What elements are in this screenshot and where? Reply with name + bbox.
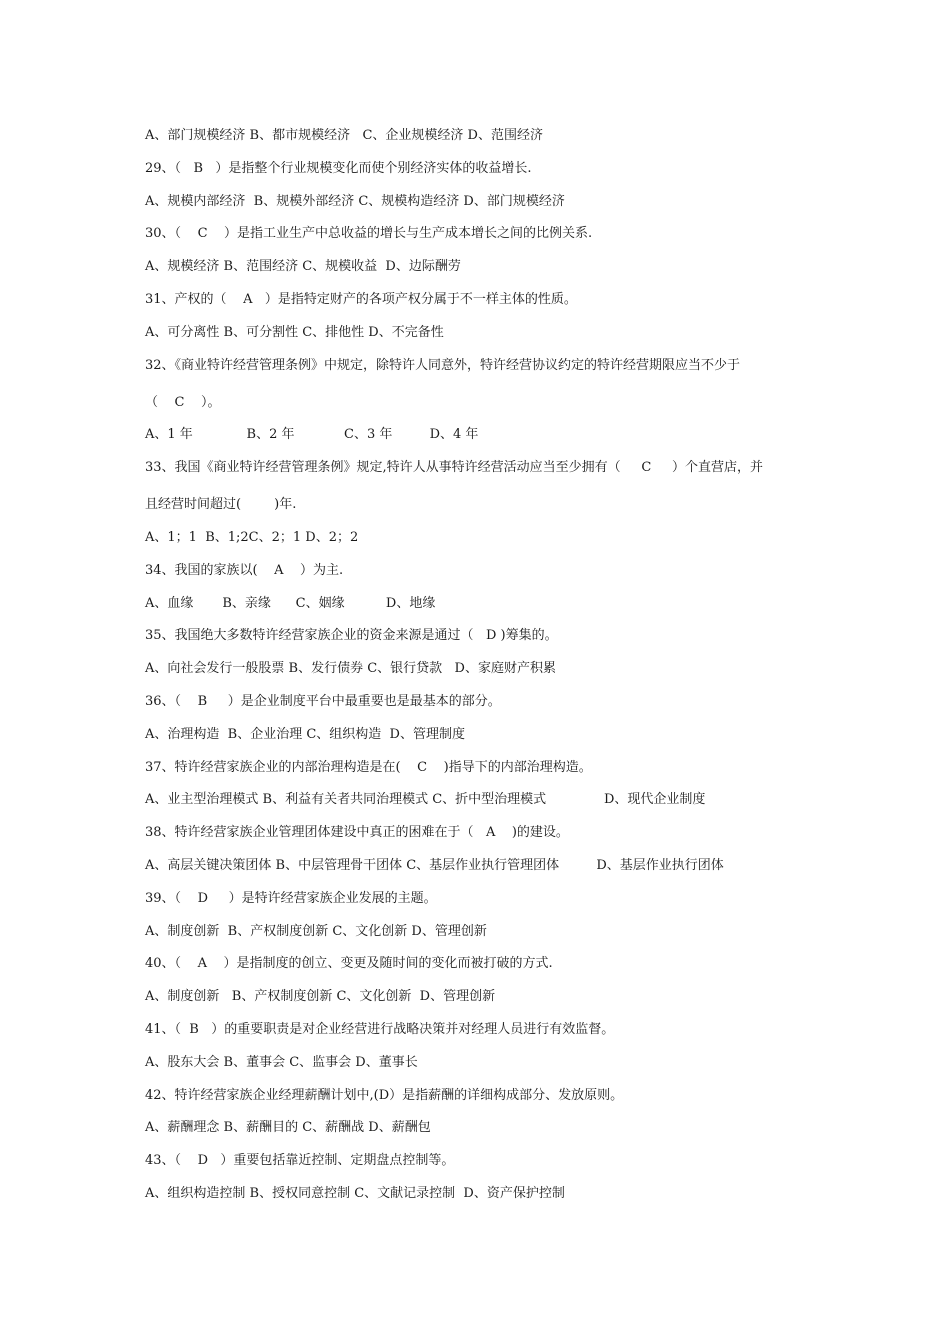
question-34: 34、我国的家族以( A ）为主. (145, 562, 344, 578)
answer-options-41: A、股东大会 B、董事会 C、监事会 D、董事长 (145, 1054, 418, 1070)
answer-options-30: A、规模经济 B、范围经济 C、规模收益 D、边际酬劳 (145, 259, 461, 275)
question-list (145, 124, 815, 1215)
question-33-continued: 且经营时间超过( )年. (145, 497, 297, 513)
question-40: 40、（ A ）是指制度的创立、变更及随时间的变化而被打破的方式. (145, 956, 553, 972)
question-38: 38、特许经营家族企业管理团体建设中真正的困难在于（ A )的建设。 (145, 825, 569, 841)
answer-options-29: A、规模内部经济 B、规模外部经济 C、规模构造经济 D、部门规模经济 (145, 193, 565, 209)
answer-options-33: A、1；1 B、1;2C、2；1 D、2；2 (145, 529, 359, 545)
answer-options-42: A、薪酬理念 B、薪酬目的 C、薪酬战 D、薪酬包 (145, 1120, 431, 1136)
question-29: 29、（ B ）是指整个行业规模变化而使个别经济实体的收益增长. (145, 160, 532, 176)
answer-options-37: A、业主型治理模式 B、利益有关者共同治理模式 C、折中型治理模式 D、现代企业制度 (145, 792, 706, 808)
question-43: 43、（ D ）重要包括靠近控制、定期盘点控制等。 (145, 1153, 455, 1169)
question-39: 39、（ D ）是特许经营家族企业发展的主题。 (145, 890, 437, 906)
question-36: 36、（ B ）是企业制度平台中最重要也是最基本的部分。 (145, 693, 501, 709)
answer-options-39: A、制度创新 B、产权制度创新 C、文化创新 D、管理创新 (145, 923, 487, 939)
answer-options-34: A、血缘 B、亲缘 C、姻缘 D、地缘 (145, 595, 436, 611)
question-42: 42、特许经营家族企业经理薪酬计划中,(D）是指薪酬的详细构成部分、发放原则。 (145, 1087, 624, 1103)
answer-options-28: A、部门规模经济 B、都市规模经济 C、企业规模经济 D、范围经济 (145, 128, 543, 143)
question-41: 41、（ B ）的重要职责是对企业经营进行战略决策并对经理人员进行有效监督。 (145, 1021, 615, 1037)
answer-options-38: A、高层关键决策团体 B、中层管理骨干团体 C、基层作业执行管理团体 D、基层作业执行团体 (145, 857, 724, 873)
question-30: 30、（ C ）是指工业生产中总收益的增长与生产成本增长之间的比例关系. (145, 226, 593, 242)
question-32: 32、《商业特许经营管理条例》中规定，除特许人同意外，特许经营协议约定的特许经营期限应当不少于 (145, 357, 741, 373)
answer-options-40: A、制度创新 B、产权制度创新 C、文化创新 D、管理创新 (145, 989, 496, 1005)
question-31: 31、产权的（ A ）是指特定财产的各项产权分属于不一样主体的性质。 (145, 291, 577, 307)
question-32-continued: （ C ）。 (145, 394, 221, 410)
question-35: 35、我国绝大多数特许经营家族企业的资金来源是通过（ D )筹集的。 (145, 628, 558, 644)
question-37: 37、特许经营家族企业的内部治理构造是在( C )指导下的内部治理构造。 (145, 759, 592, 775)
answer-options-32: A、1 年 B、2 年 C、3 年 D、4 年 (145, 427, 479, 443)
question-33: 33、我国《商业特许经营管理条例》规定,特许人从事特许经营活动应当至少拥有（ C ）个直营店，并 (145, 460, 763, 476)
answer-options-35: A、向社会发行一般股票 B、发行债券 C、银行贷款 D、家庭财产积累 (145, 661, 556, 677)
answer-options-36: A、治理构造 B、企业治理 C、组织构造 D、管理制度 (145, 726, 465, 742)
answer-options-43: A、组织构造控制 B、授权同意控制 C、文献记录控制 D、资产保护控制 (145, 1185, 565, 1201)
answer-options-31: A、可分离性 B、可分割性 C、排他性 D、不完备性 (145, 324, 444, 340)
